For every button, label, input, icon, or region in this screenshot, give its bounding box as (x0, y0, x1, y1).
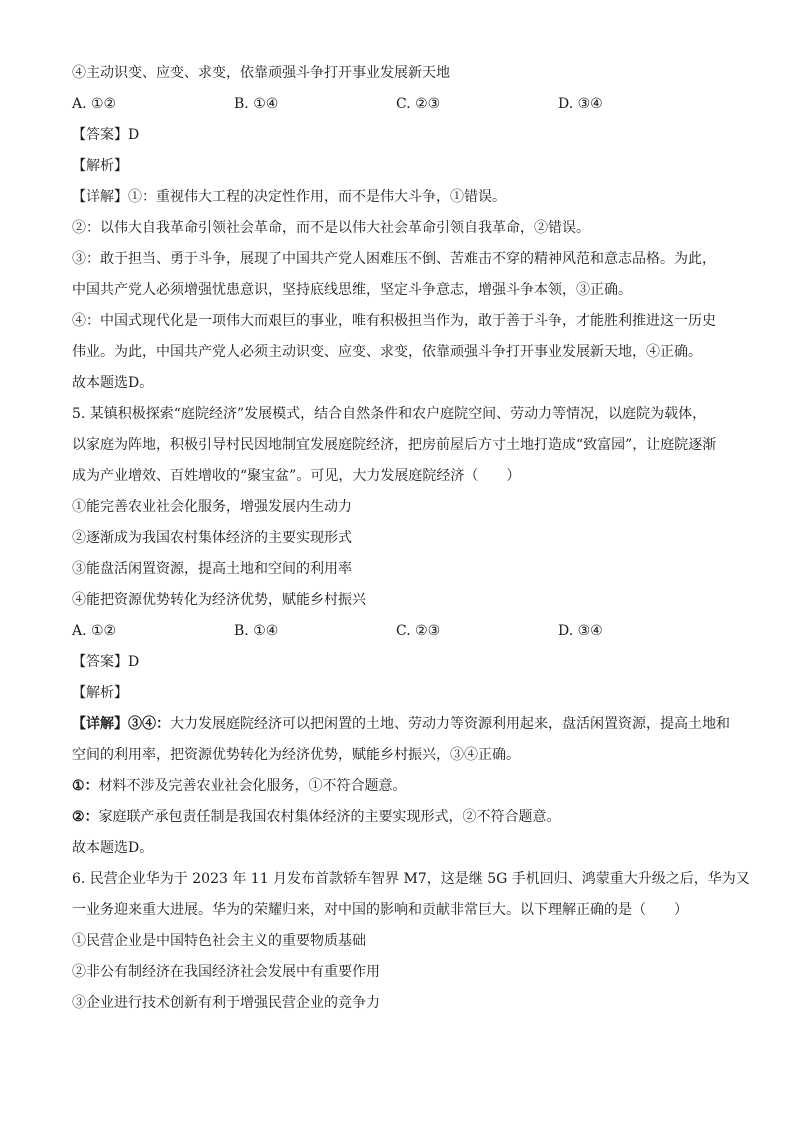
q5-detail-3-lead: ①： (72, 778, 99, 794)
q5-detail-4-text: 家庭联产承包责任制是我国农村集体经济的主要实现形式，②不符合题意。 (98, 809, 561, 825)
q5-detail-2 (72, 740, 722, 771)
q6-item-2: ②非公有制经济在我国经济社会发展中有重要作用 (72, 964, 380, 980)
q5-options (72, 616, 722, 647)
q5-item-1: ①能完善农业社会化服务，增强发展内生动力 (72, 499, 352, 515)
q4-answer: 【答案】D (72, 127, 140, 143)
q5-conclusion: 故本题选D。 (72, 840, 154, 856)
q5-detail-1-text: 大力发展庭院经济可以把闲置的土地、劳动力等资源利用起来，盘活闲置资源，提高土地和 (170, 716, 730, 732)
q6-item-3: ③企业进行技术创新有利于增强民营企业的竞争力 (72, 995, 380, 1011)
q4-option-b: B. ①④ (234, 96, 279, 112)
q5-stem-3: 成为产业增效、百姓增收的“聚宝盆”。可见，大力发展庭院经济（ ） (72, 468, 521, 484)
q5-detail-3-text: 材料不涉及完善农业社会化服务，①不符合题意。 (98, 778, 407, 794)
q5-item-4: ④能把资源优势转化为经济优势，赋能乡村振兴 (72, 592, 366, 608)
q4-option-a: A. ①② (72, 96, 117, 112)
q5-option-a: A. ①② (72, 623, 117, 639)
q4-detail-1: 【详解】①：重视伟大工程的决定性作用，而不是伟大斗争，①错误。 (72, 189, 506, 205)
q4-detail-4: 中国共产党人必须增强忧患意识，坚持底线思维，坚定斗争意志，增强斗争本领，③正确。 (72, 282, 632, 298)
q4-detail-3: ③：敢于担当、勇于斗争，展现了中国共产党人困难压不倒、苦难击不穿的精神风范和意志品格。为此， (72, 251, 716, 267)
q5-option-c: C. ②③ (396, 623, 441, 639)
q4-option-c: C. ②③ (396, 96, 441, 112)
q4-analysis-label: 【解析】 (72, 158, 128, 174)
q5-detail-2-text: 空间的利用率，把资源优势转化为经济优势，赋能乡村振兴，③④正确。 (72, 747, 520, 763)
q6-stem-1: 6. 民营企业华为于 2023 年 11 月发布首款轿车智界 M7，这是继 5G 手机回归、鸿蒙重大升级之后，华为又 (72, 871, 750, 887)
q5-stem-1: 5. 某镇积极探索“庭院经济”发展模式，结合自然条件和农户庭院空间、劳动力等情况，以庭院为载体， (72, 406, 707, 422)
q4-detail-2: ②：以伟大自我革命引领社会革命，而不是以伟大社会革命引领自我革命，②错误。 (72, 220, 590, 236)
q5-option-d: D. ③④ (558, 623, 603, 639)
q5-detail-1-lead: 【详解】③④： (72, 716, 170, 732)
q4-item-4: ④主动识变、应变、求变，依靠顽强斗争打开事业发展新天地 (72, 65, 450, 81)
q5-option-b: B. ①④ (234, 623, 279, 639)
q5-detail-4 (72, 802, 722, 833)
q4-option-d: D. ③④ (558, 96, 603, 112)
q5-answer: 【答案】D (72, 654, 140, 670)
q5-stem-2: 以家庭为阵地，积极引导村民因地制宜发展庭院经济，把房前屋后方寸土地打造成“致富园”，让庭院逐渐 (72, 437, 717, 453)
q5-analysis-label: 【解析】 (72, 685, 128, 701)
q6-item-1: ①民营企业是中国特色社会主义的重要物质基础 (72, 933, 366, 949)
q5-detail-4-lead: ②： (72, 809, 99, 825)
q5-item-3: ③能盘活闲置资源，提高土地和空间的利用率 (72, 561, 352, 577)
q4-detail-5: ④：中国式现代化是一项伟大而艰巨的事业，唯有积极担当作为，敢于善于斗争，才能胜利推进这一历史 (72, 313, 716, 329)
q5-item-2: ②逐渐成为我国农村集体经济的主要实现形式 (72, 530, 352, 546)
q4-options (72, 89, 722, 120)
exam-page (72, 58, 750, 1019)
q4-detail-6: 伟业。为此，中国共产党人必须主动识变、应变、求变，依靠顽强斗争打开事业发展新天地，④正确。 (72, 344, 702, 360)
q5-detail-3 (72, 771, 722, 802)
q4-conclusion: 故本题选D。 (72, 375, 154, 391)
q6-stem-2: 一业务迎来重大进展。华为的荣耀归来，对中国的影响和贡献非常巨大。以下理解正确的是（ ） (72, 902, 688, 918)
q5-detail-1 (72, 709, 730, 740)
